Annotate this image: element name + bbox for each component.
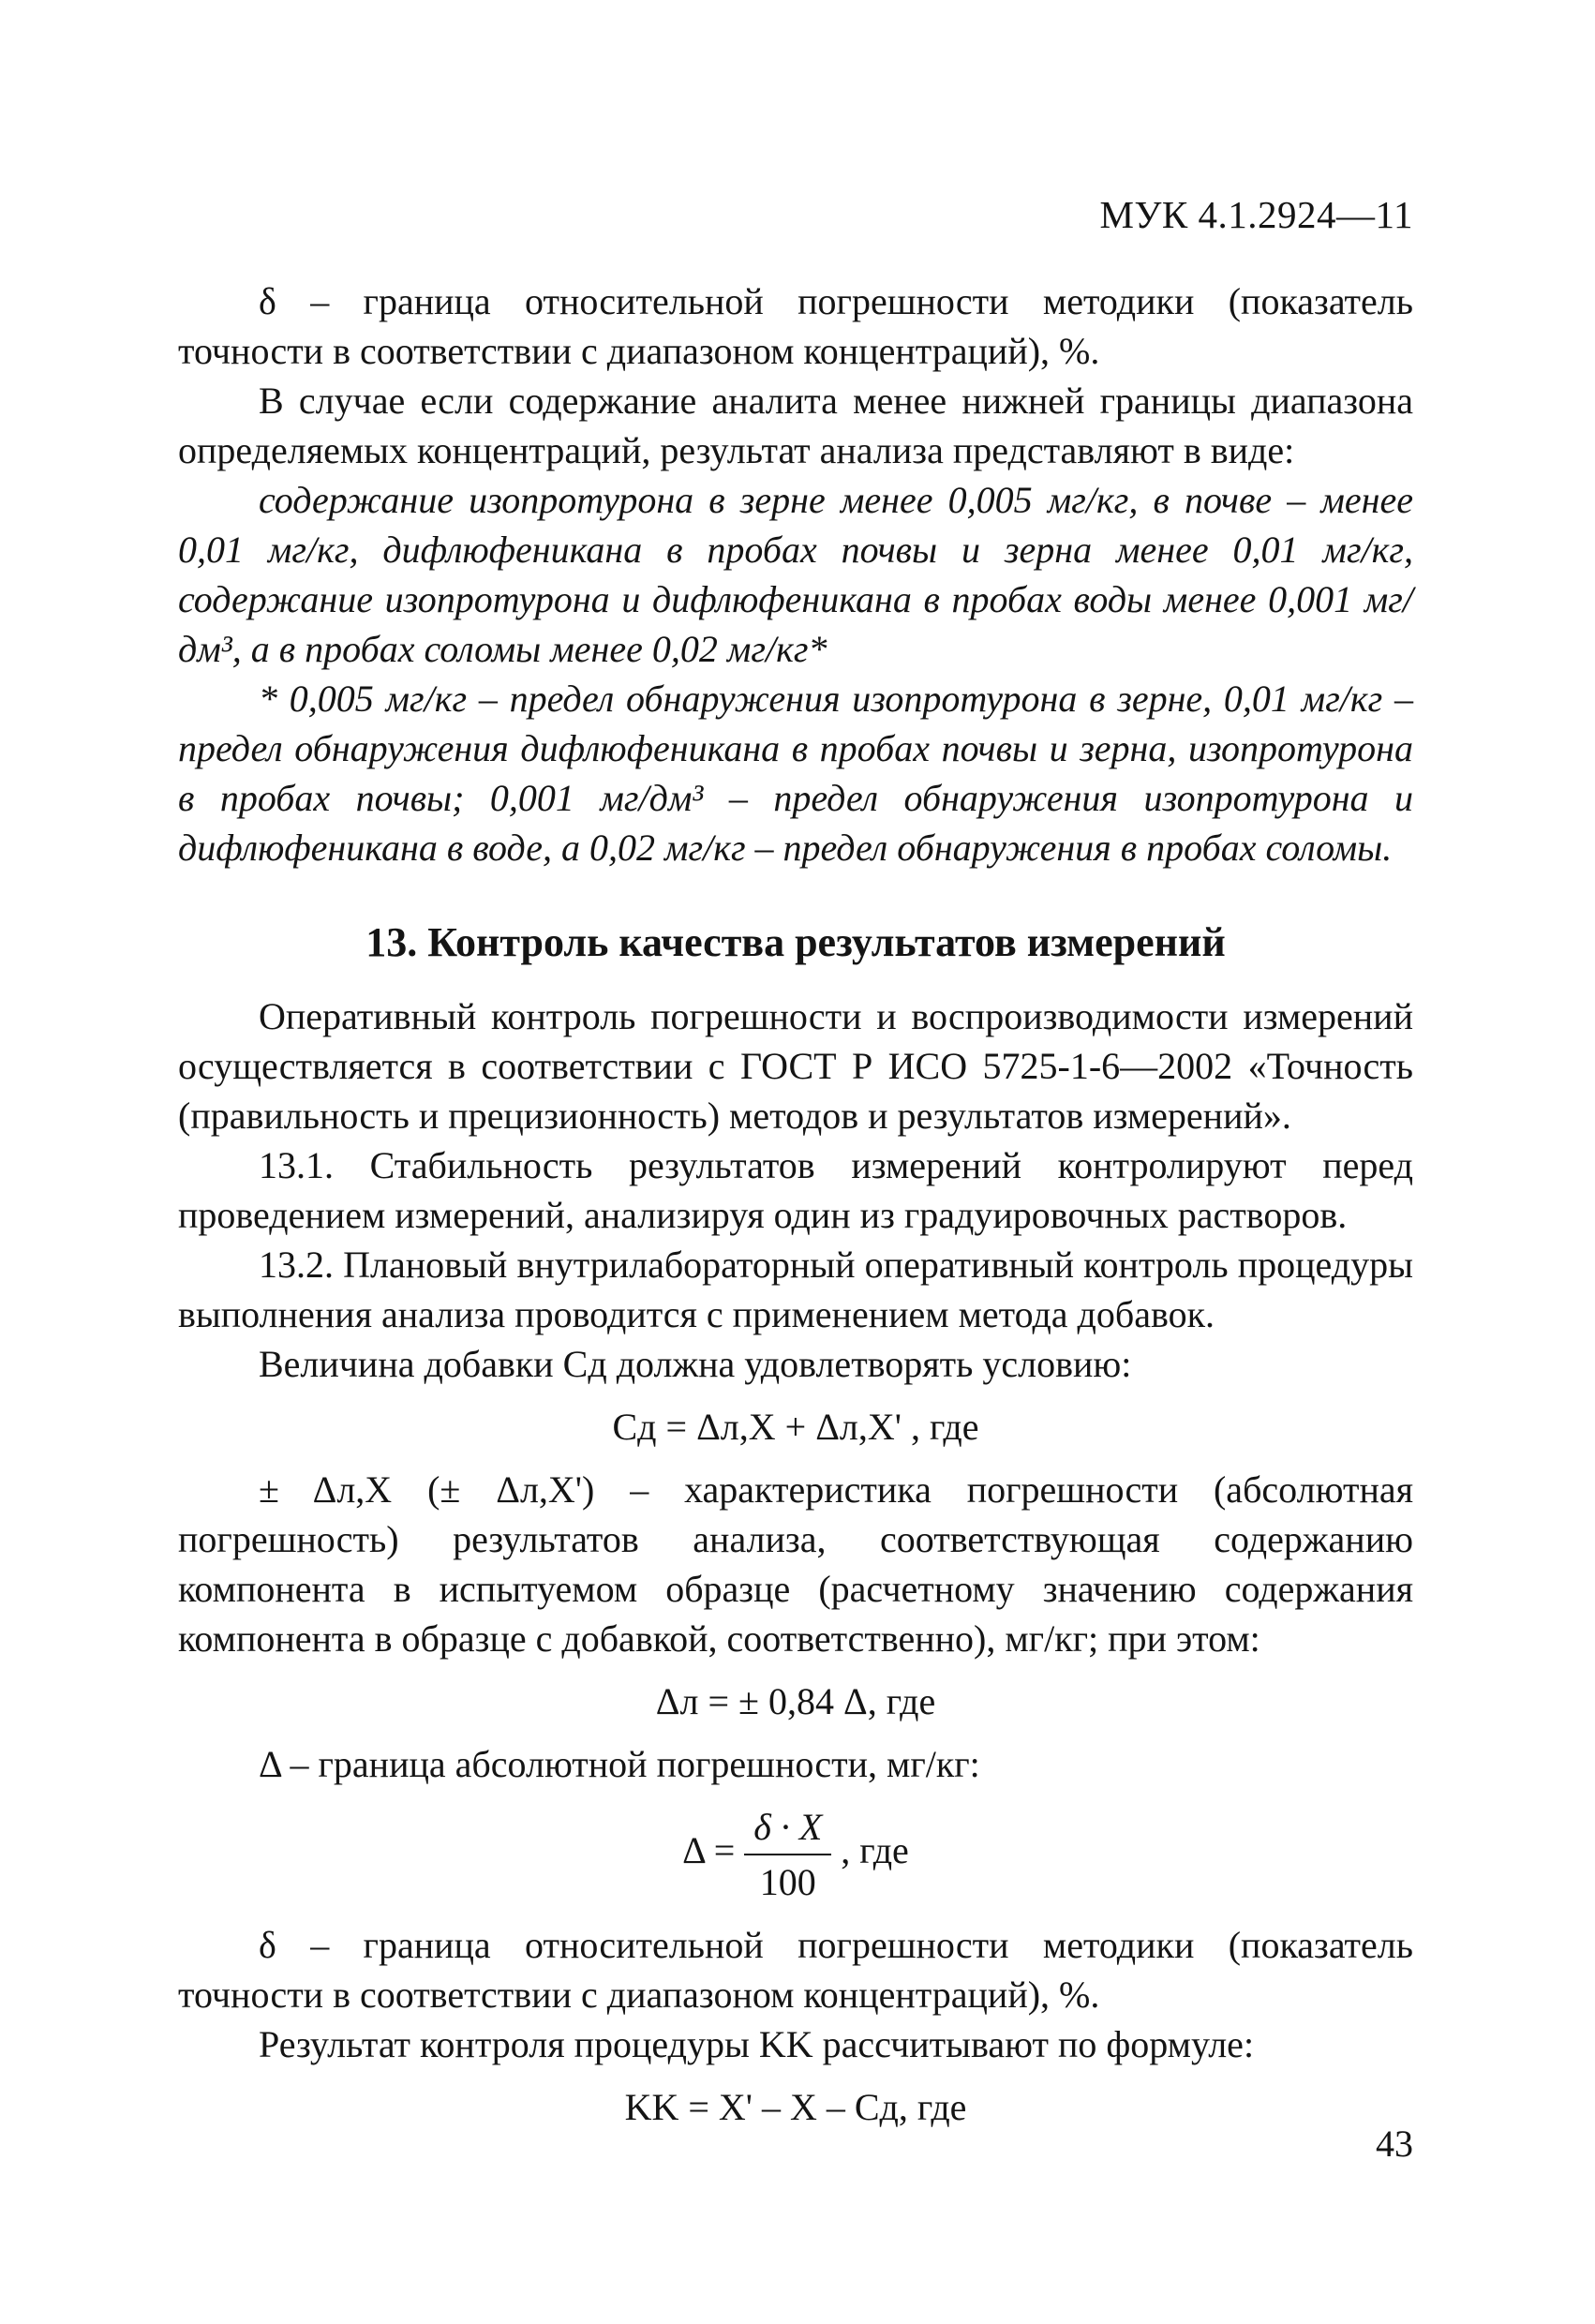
paragraph-operative-control: Оперативный контроль погрешности и воспроизводимости измерений осуществляется в соответствии с ГОСТ Р ИСО 5725-1-6—2002 «Точность (правильность и прецизионность) методов и результатов измерений». [178, 995, 1413, 1137]
paragraph-below-range-case: В случае если содержание аналита менее нижней границы диапазона определяемых концентраций, результат анализа представляют в виде: [178, 380, 1413, 471]
paragraph-13-2: 13.2. Плановый внутрилабораторный оперативный контроль процедуры выполнения анализа проводится с применением метода добавок. [178, 1244, 1413, 1335]
page-number: 43 [1376, 2123, 1413, 2165]
formula-delta-denominator: 100 [759, 1861, 816, 1903]
footnote-detection-limits: * 0,005 мг/кг – предел обнаружения изопротурона в зерне, 0,01 мг/кг – предел обнаружения дифлюфеникана в пробах почвы и зерна, изопротурона в пробах почвы; 0,001 мг/дм³ – предел обнаружения изопротурона и дифлюфеникана в воде, а 0,02 мг/кг – предел обнаружения в пробах соломы. [178, 678, 1413, 869]
formula-delta-fraction [744, 1802, 831, 1907]
paragraph-absolute-error-bound: Δ – граница абсолютной погрешности, мг/кг: [259, 1743, 980, 1785]
page-content [178, 276, 1413, 2145]
paragraph-result-presentation: содержание изопротурона в зерне менее 0,005 мг/кг, в почве – менее 0,01 мг/кг, дифлюфеникана в пробах почвы и зерна менее 0,01 мг/кг, содержание изопротурона и дифлюфеникана в пробах воды менее 0,001 мг/дм³, а в пробах соломы менее 0,02 мг/кг* [178, 479, 1413, 670]
formula-additive: Cд = Δл,X + Δл,X' , где [612, 1406, 979, 1448]
formula-delta [178, 1802, 1413, 1907]
document-code-header: МУК 4.1.2924—11 [1099, 193, 1413, 236]
formula-delta-tail: , где [841, 1829, 909, 1872]
formula-delta-numerator: δ · X [744, 1802, 831, 1855]
formula-delta-lhs: Δ = [682, 1829, 736, 1872]
formula-delta-l: Δл = ± 0,84 Δ, где [655, 1680, 936, 1722]
paragraph-control-result: Результат контроля процедуры KK рассчитывают по формуле: [259, 2023, 1255, 2065]
paragraph-13-1: 13.1. Стабильность результатов измерений контролируют перед проведением измерений, анализируя один из градуировочных растворов. [178, 1144, 1413, 1236]
paragraph-relative-error-bound: δ – граница относительной погрешности методики (показатель точности в соответствии с диапазоном концентраций), %. [178, 280, 1413, 372]
paragraph-additive-value: Величина добавки Cд должна удовлетворять условию: [259, 1343, 1132, 1385]
paragraph-relative-error-bound-2: δ – граница относительной погрешности методики (показатель точности в соответствии с диапазоном концентраций), %. [178, 1924, 1413, 2016]
paragraph-error-characteristic: ± Δл,X (± Δл,X') – характеристика погрешности (абсолютная погрешность) результатов анализа, соответствующая содержанию компонента в испытуемом образце (расчетному значению содержания компонента в образце с добавкой, соответственно), мг/кг; при этом: [178, 1468, 1413, 1660]
section-heading-13: 13. Контроль качества результатов измерений [365, 919, 1226, 965]
formula-kk: KK = X' – X – Cд, где [624, 2086, 967, 2128]
